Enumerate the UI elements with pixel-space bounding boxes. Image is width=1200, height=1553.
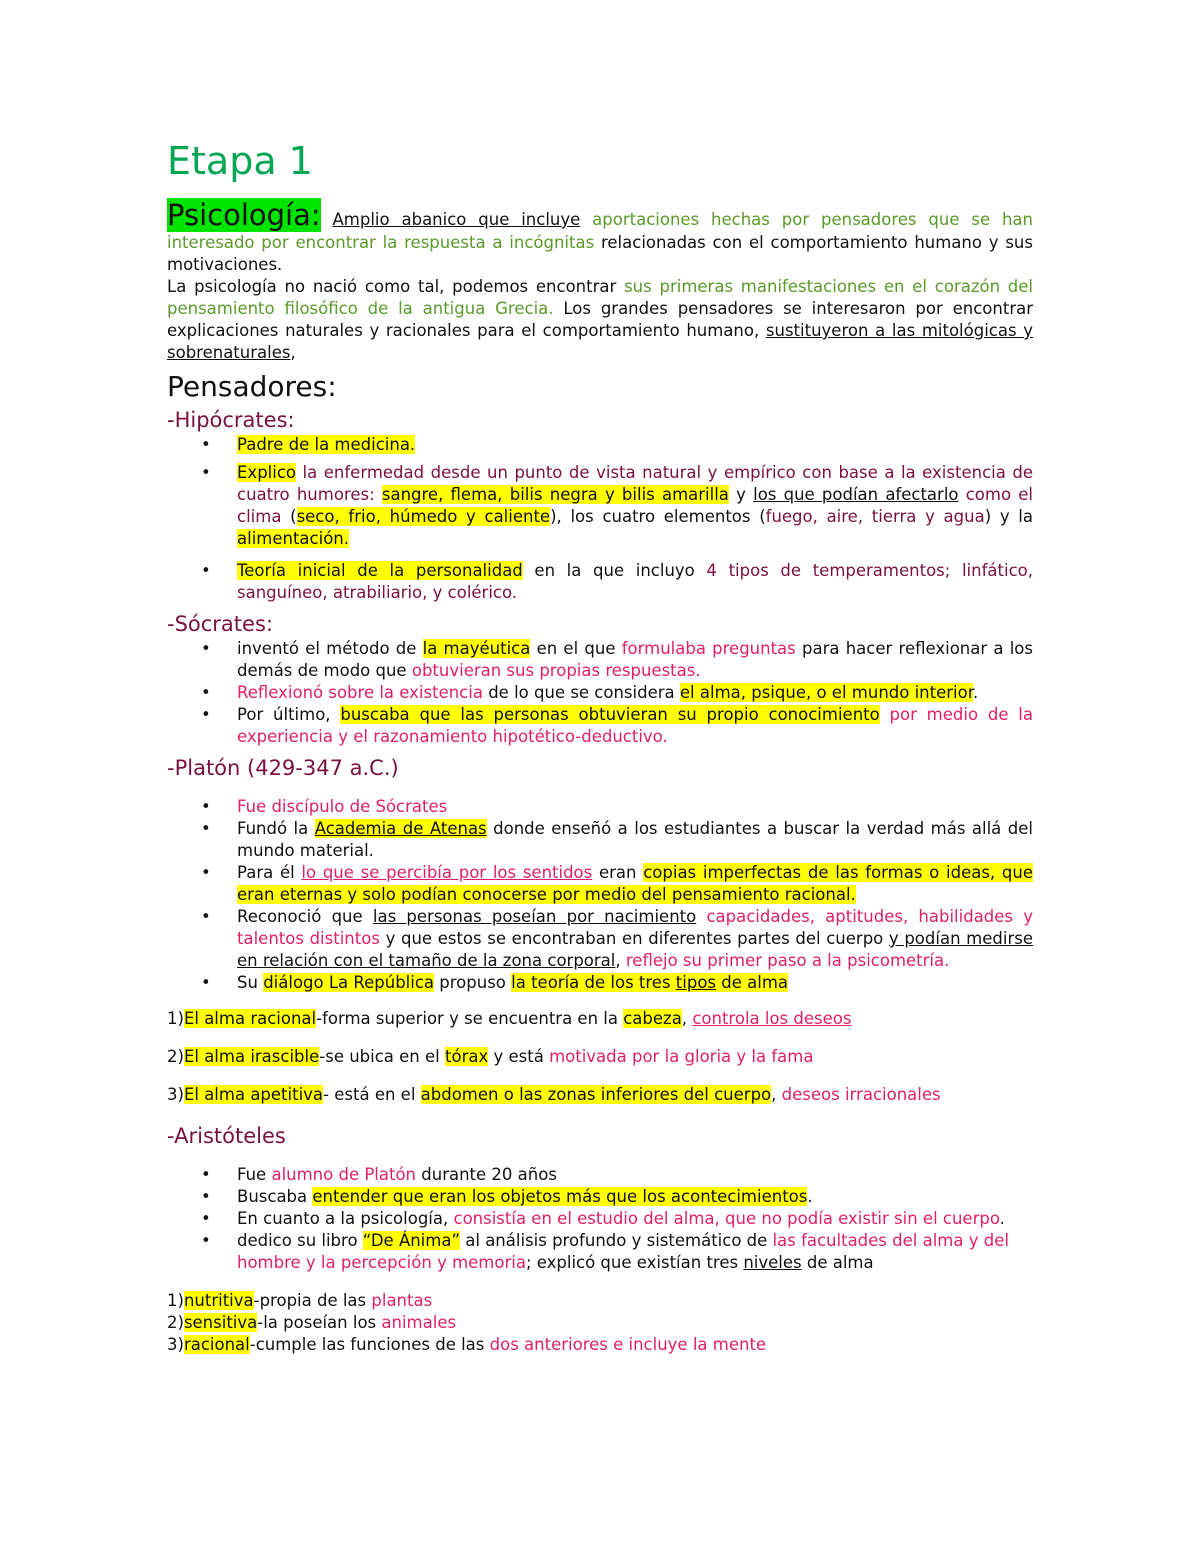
aristoteles-list	[167, 1164, 1033, 1274]
hipocrates-heading: -Hipócrates:	[167, 408, 295, 432]
psicologia-label: Psicología:	[167, 198, 321, 232]
pensadores-heading: Pensadores:	[167, 370, 337, 403]
nivel-nutritiva-line: 1)nutritiva-propia de las plantas	[167, 1291, 433, 1310]
list-item: • Padre de la medicina.	[237, 434, 1033, 456]
list-item: • Reflexionó sobre la existencia de lo que se considera el alma, psique, o el mundo interior.	[237, 682, 1033, 704]
document-title: Etapa 1	[167, 139, 313, 183]
alma-racional-line: 1)El alma racional-forma superior y se encuentra en la cabeza, controla los deseos	[167, 1009, 852, 1028]
list-item: • dedico su libro “De Ánima” al análisis profundo y sistemático de las facultades del alma y del hombre y la percepción y memoria; explicó que existían tres niveles de alma	[237, 1230, 1033, 1274]
alma-irascible-line: 2)El alma irascible-se ubica en el tórax y está motivada por la gloria y la fama	[167, 1047, 814, 1066]
platon-list	[167, 796, 1033, 994]
nivel-racional-line: 3)racional-cumple las funciones de las dos anteriores e incluye la mente	[167, 1335, 767, 1354]
socrates-heading: -Sócrates:	[167, 612, 273, 636]
nivel-sensitiva-line: 2)sensitiva-la poseían los animales	[167, 1313, 457, 1332]
list-item: • Por último, buscaba que las personas obtuvieran su propio conocimiento por medio de la experiencia y el razonamiento hipotético-deductivo.	[237, 704, 1033, 748]
list-item: • Reconoció que las personas poseían por nacimiento capacidades, aptitudes, habilidades y talentos distintos y que estos se encontraban en diferentes partes del cuerpo y podían medirse en relación con el tamaño de la zona corporal, reflejo su primer paso a la psicometría.	[237, 906, 1033, 972]
alma-apetitiva-line: 3)El alma apetitiva- está en el abdomen o las zonas inferiores del cuerpo, deseos irracionales	[167, 1085, 941, 1104]
list-item: • Teoría inicial de la personalidad en la que incluyo 4 tipos de temperamentos; linfático, sanguíneo, atrabiliario, y colérico.	[237, 560, 1033, 604]
socrates-list	[167, 638, 1033, 748]
intro-paragraph-1: Psicología: Amplio abanico que incluye aportaciones hechas por pensadores que se han interesado por encontrar la respuesta a incógnitas relacionadas con el comportamiento humano y sus motivaciones.	[167, 198, 1033, 274]
list-item: • Fue alumno de Platón durante 20 años	[237, 1164, 1033, 1186]
document-page	[167, 138, 1033, 1356]
list-item: • Fue discípulo de Sócrates	[237, 796, 1033, 818]
list-item: • Para él lo que se percibía por los sentidos eran copias imperfectas de las formas o ideas, que eran eternas y solo podían conocerse por medio del pensamiento racional.	[237, 862, 1033, 906]
aristoteles-heading: -Aristóteles	[167, 1124, 286, 1148]
list-item: • En cuanto a la psicología, consistía en el estudio del alma, que no podía existir sin el cuerpo.	[237, 1208, 1033, 1230]
intro-paragraph-2: La psicología no nació como tal, podemos encontrar sus primeras manifestaciones en el corazón del pensamiento filosófico de la antigua Grecia. Los grandes pensadores se interesaron por encontrar explicaciones naturales y racionales para el comportamiento humano, sustituyeron a las mitológicas y sobrenaturales,	[167, 277, 1034, 362]
list-item: • Buscaba entender que eran los objetos más que los acontecimientos.	[237, 1186, 1033, 1208]
list-item: • Explico la enfermedad desde un punto de vista natural y empírico con base a la existencia de cuatro humores: sangre, flema, bilis negra y bilis amarilla y los que podían afectarlo como el clima (seco, frio, húmedo y caliente), los cuatro elementos (fuego, aire, tierra y agua) y la alimentación.	[237, 462, 1033, 550]
hipocrates-list	[167, 434, 1033, 604]
list-item: • Fundó la Academia de Atenas donde enseñó a los estudiantes a buscar la verdad más allá del mundo material.	[237, 818, 1033, 862]
list-item: • Su diálogo La República propuso la teoría de los tres tipos de alma	[237, 972, 1033, 994]
platon-heading: -Platón (429-347 a.C.)	[167, 756, 399, 780]
list-item: • inventó el método de la mayéutica en el que formulaba preguntas para hacer reflexionar a los demás de modo que obtuvieran sus propias respuestas.	[237, 638, 1033, 682]
